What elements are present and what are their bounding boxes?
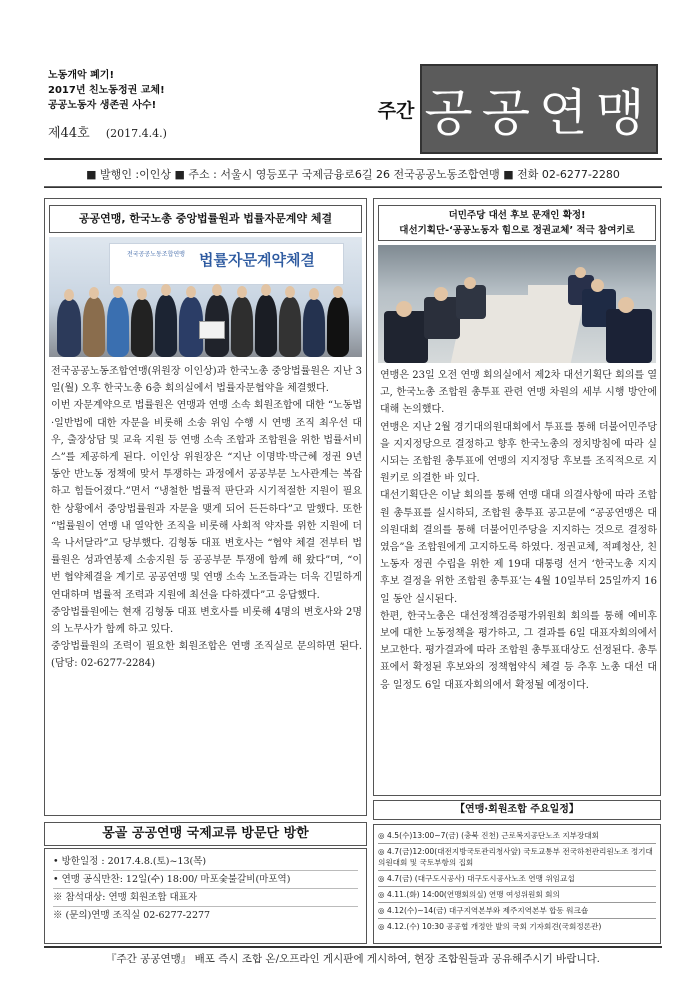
exchange-item: ※ (문의)연맹 조직실 02-6277-2277 (53, 910, 211, 921)
schedule-item: ◎ 4.12.(수) 10:30 공공협 개정안 발의 국회 기자회견(국회정론관) (378, 922, 602, 931)
signing-ceremony-photo (49, 237, 362, 357)
publisher: ■ 발행인 :이인상 (86, 167, 172, 181)
signed-document (199, 321, 225, 339)
paragraph: 한편, 한국노총은 대선정책검증평가위원회 회의를 통해 예비후보에 대한 노동정책을 평가하고, 그 결과를 6일 대표자회의에서 보고한다. 평가결과에 따라 조합원 총투표대상도 선정된다. 총투표에서 확정된 후보와의 정책협약식 체결 등 추후 노총 대선 대응 일정도 6일 대표자회의에서 확정될 예정이다. (380, 610, 657, 691)
paragraph: 중앙법률원의 조력이 필요한 회원조합은 연맹 조직실로 문의하면 된다. (담당: 02-6277-2284) (51, 641, 362, 670)
right-article (373, 198, 661, 796)
right-article-body (380, 367, 657, 694)
address: ■ 주소 : 서울시 영등포구 국제금융로6길 26 전국공공노동조합연맹 (174, 167, 500, 181)
issue-info (48, 122, 167, 141)
schedule-item: ◎ 4.12(수)~14(금) 대구지역본부와 제주지역본부 합동 워크숍 (378, 903, 656, 919)
paragraph: 중앙법률원에는 현재 김형동 대표 변호사를 비롯해 4명의 변호사와 2명의 노무사가 함께 하고 있다. (51, 606, 362, 636)
headline-line-1: 더민주당 대선 후보 문재인 확정! (448, 210, 586, 221)
paragraph: 연맹은 23일 오전 연맹 회의실에서 제2차 대선기획단 회의를 열고, 한국노총 조합원 총투표 관련 연맹 차원의 세부 시행 방안에 대해 논의했다. (380, 370, 657, 416)
masthead (372, 64, 658, 154)
phone: ■ 전화 02-6277-2280 (503, 167, 620, 181)
right-article-headline (378, 205, 656, 241)
paragraph: 이번 자문계약으로 법률원은 연맹과 연맹 소속 회원조합에 대한 “노동법·일반법에 대한 자문을 비롯해 소송 위임 수행 시 연맹 조직 최우선 대우, 출장상담 및 교육 지원 등 연맹 소속 조합과 조합원을 위한 법률서비스”를 제공하게 된다. 이인상 위원장은 “지난 이명박·박근혜 정권 9년 동안 반노동 정책에 맞서 투쟁하는 과정에서 공공부문 노사관계는 복잡하고 힘들어졌다.”면서 “냉철한 법률적 판단과 시기적절한 지원이 필요한 상황에서 중앙법률원과 자문을 맺게 되어 든든하다”고 말했다. 또한 “법률원이 연맹 내 열악한 조직을 비롯해 사회적 약자를 위한 지원에 더욱 나서달라”고 당부했다. 김형동 대표 변호사는 “협약 체결 전부터 법률원은 성과연봉제 소송지원 등 공공부문 투쟁에 함께 해 왔다”며, “이번 협약체결을 계기로 공공연맹 및 연맹 소속 노조들과는 더욱 긴밀하게 연대하며 법률적 조력과 지원에 최선을 다하겠다”고 응답했다. (51, 400, 362, 601)
photo-banner-org: 전국공공노동조합연맹 (127, 251, 185, 258)
left-article-headline: 공공연맹, 한국노총 중앙법률원과 법률자문계약 체결 (49, 205, 362, 233)
slogan-block (48, 68, 378, 113)
exchange-title: 몽골 공공연맹 국제교류 방문단 방한 (44, 822, 367, 846)
issue-number: 제44호 (48, 126, 90, 141)
issue-date: (2017.4.4.) (105, 127, 167, 140)
left-article (44, 198, 367, 816)
slogan-line: 2017년 친노동정권 교체! (48, 85, 165, 96)
slogan-line: 공공노동자 생존권 사수! (48, 100, 157, 111)
exchange-details (44, 848, 367, 944)
paragraph: 전국공공노동조합연맹(위원장 이인상)과 한국노총 중앙법률원은 지난 3일(월) 오후 한국노총 6층 회의실에서 법률자문협약을 체결했다. (51, 366, 362, 395)
masthead-title: 공공연맹 (420, 64, 658, 154)
publisher-info-bar (44, 158, 662, 188)
meeting-photo (378, 245, 656, 363)
schedule-item: ◎ 4.11.(화) 14:00(연맹회의실) 연맹 여성위원회 회의 (378, 887, 656, 903)
schedule-item: ◎ 4.7(금)12:00(대전지방국토관리청사앞) 국토교통부 전국하천관리원노조 정기대의원대회 및 국토부항의 집회 (378, 844, 656, 871)
left-article-body (51, 363, 362, 673)
paragraph: 대선기획단은 이날 회의를 통해 연맹 대대 의결사항에 따라 조합원 총투표를 실시하되, 조합원 총투표 공고문에 “공공연맹은 대의원대회 결의를 통해 더불어민주당을 지지하는 것으로 결정하였음”을 조합원에게 고지하도록 하였다. 정권교체, 적폐청산, 친노동자 정권 수립을 위한 제 19대 대통령 선거 ‘한국노총 지지 후보 결정을 위한 조합원 총투표’는 4월 10일부터 25일까지 16일 동안 실시된다. (380, 490, 657, 605)
schedule-title: 【연맹·회원조합 주요일정】 (373, 800, 661, 820)
schedule-item: ◎ 4.7(금) (대구도시공사) 대구도시공사노조 연맹 위임교섭 (378, 871, 656, 887)
photo-banner-text: 법률자문계약체결 (199, 251, 315, 269)
masthead-prefix: 주간 (377, 99, 415, 122)
exchange-item: • 방한일정 : 2017.4.8.(토)~13(목) (53, 853, 358, 871)
headline-line-2: 대선기획단-‘공공노동자 힘으로 정권교체’ 적극 참여키로 (399, 225, 635, 236)
exchange-item: ※ 참석대상: 연맹 회원조합 대표자 (53, 889, 358, 907)
schedule-item: ◎ 4.5(수)13:00~7(금) (충북 진천) 근로복지공단노조 지부장대회 (378, 828, 656, 844)
schedule-list (373, 824, 661, 944)
exchange-item: • 연맹 공식만찬: 12일(수) 18:00/ 마포숯불갈비(마포역) (53, 871, 358, 889)
footer-note: 『주간 공공연맹』 배포 즉시 조합 온/오프라인 게시판에 게시하여, 현장 조합원들과 공유해주시기 바랍니다. (44, 946, 662, 970)
slogan-line: 노동개악 폐기! (48, 70, 115, 81)
paragraph: 연맹은 지난 2월 경기대의원대회에서 투표를 통해 더불어민주당을 지지정당으로 결정하고 향후 한국노총의 정치방침에 따라 실시되는 조합원 총투표에 연맹의 지지정당 후보를 조직적으로 지원키로 의결한 바 있다. (380, 421, 657, 485)
